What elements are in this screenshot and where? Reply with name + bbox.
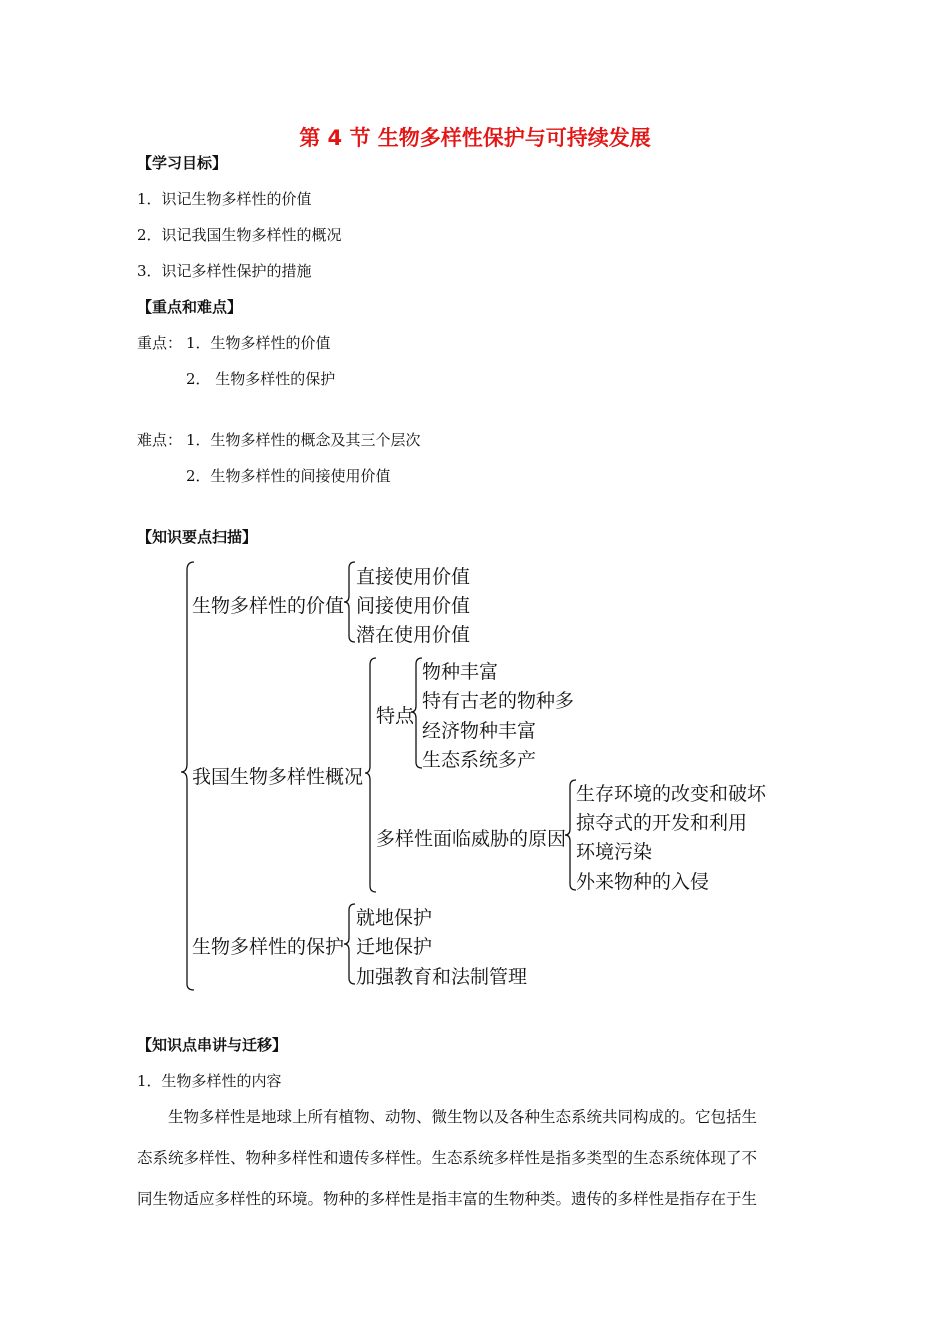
tree-value-item: 潜在使用价值 [356,624,471,646]
tree-value-item: 直接使用价值 [356,566,471,588]
tree-threat-item: 掠夺式的开发和利用 [576,812,748,834]
tree-protection-item: 迁地保护 [356,936,433,958]
tree-threats-label: 多样性面临威胁的原因 [376,828,567,850]
scan-heading: 【知识要点扫描】 [137,528,258,546]
lecture-subheading: 1．生物多样性的内容 [137,1072,282,1090]
focus-item: 2． 生物多样性的保护 [186,370,336,388]
key-points-heading: 【重点和难点】 [137,298,243,316]
tree-threat-item: 生存环境的改变和破坏 [576,783,767,805]
focus-item: 1．生物多样性的价值 [186,334,331,352]
lecture-paragraph [137,1097,815,1220]
tree-value-label: 生物多样性的价值 [192,595,345,617]
threats-brace [565,780,576,890]
lecture-heading: 【知识点串讲与迁移】 [137,1036,288,1054]
paragraph-line: 态系统多样性、物种多样性和遗传多样性。生态系统多样性是指多类型的生态系统体现了不 [137,1149,758,1167]
tree-feature-item: 生态系统多产 [422,749,537,771]
page-title: 第 4 节 生物多样性保护与可持续发展 [299,126,651,150]
tree-protection-item: 就地保护 [356,907,433,929]
value-brace [344,562,355,642]
tree-features-label: 特点 [376,705,415,727]
tree-overview-label: 我国生物多样性概况 [192,766,364,788]
tree-feature-item: 物种丰富 [422,661,499,683]
objective-item: 2．识记我国生物多样性的概况 [137,226,342,244]
tree-threat-item: 环境污染 [576,841,653,863]
protection-brace [344,904,355,984]
objective-item: 3．识记多样性保护的措施 [137,262,312,280]
objectives-heading: 【学习目标】 [137,154,228,172]
difficulty-label: 难点： [137,431,183,449]
paragraph-line: 生物多样性是地球上所有植物、动物、微生物以及各种生态系统共同构成的。它包括生 [168,1108,758,1126]
tree-feature-item: 经济物种丰富 [422,720,537,742]
focus-label: 重点： [137,334,183,352]
paragraph-line: 同生物适应多样性的环境。物种的多样性是指丰富的生物种类。遗传的多样性是指存在于生 [137,1190,758,1208]
difficulty-item: 1．生物多样性的概念及其三个层次 [186,431,421,449]
tree-feature-item: 特有古老的物种多 [422,690,575,712]
tree-threat-item: 外来物种的入侵 [576,871,710,893]
tree-value-item: 间接使用价值 [356,595,471,617]
overview-brace [365,658,376,892]
difficulty-item: 2．生物多样性的间接使用价值 [186,467,391,485]
tree-protection-label: 生物多样性的保护 [192,936,345,958]
tree-protection-item: 加强教育和法制管理 [356,966,528,988]
objective-item: 1．识记生物多样性的价值 [137,190,312,208]
